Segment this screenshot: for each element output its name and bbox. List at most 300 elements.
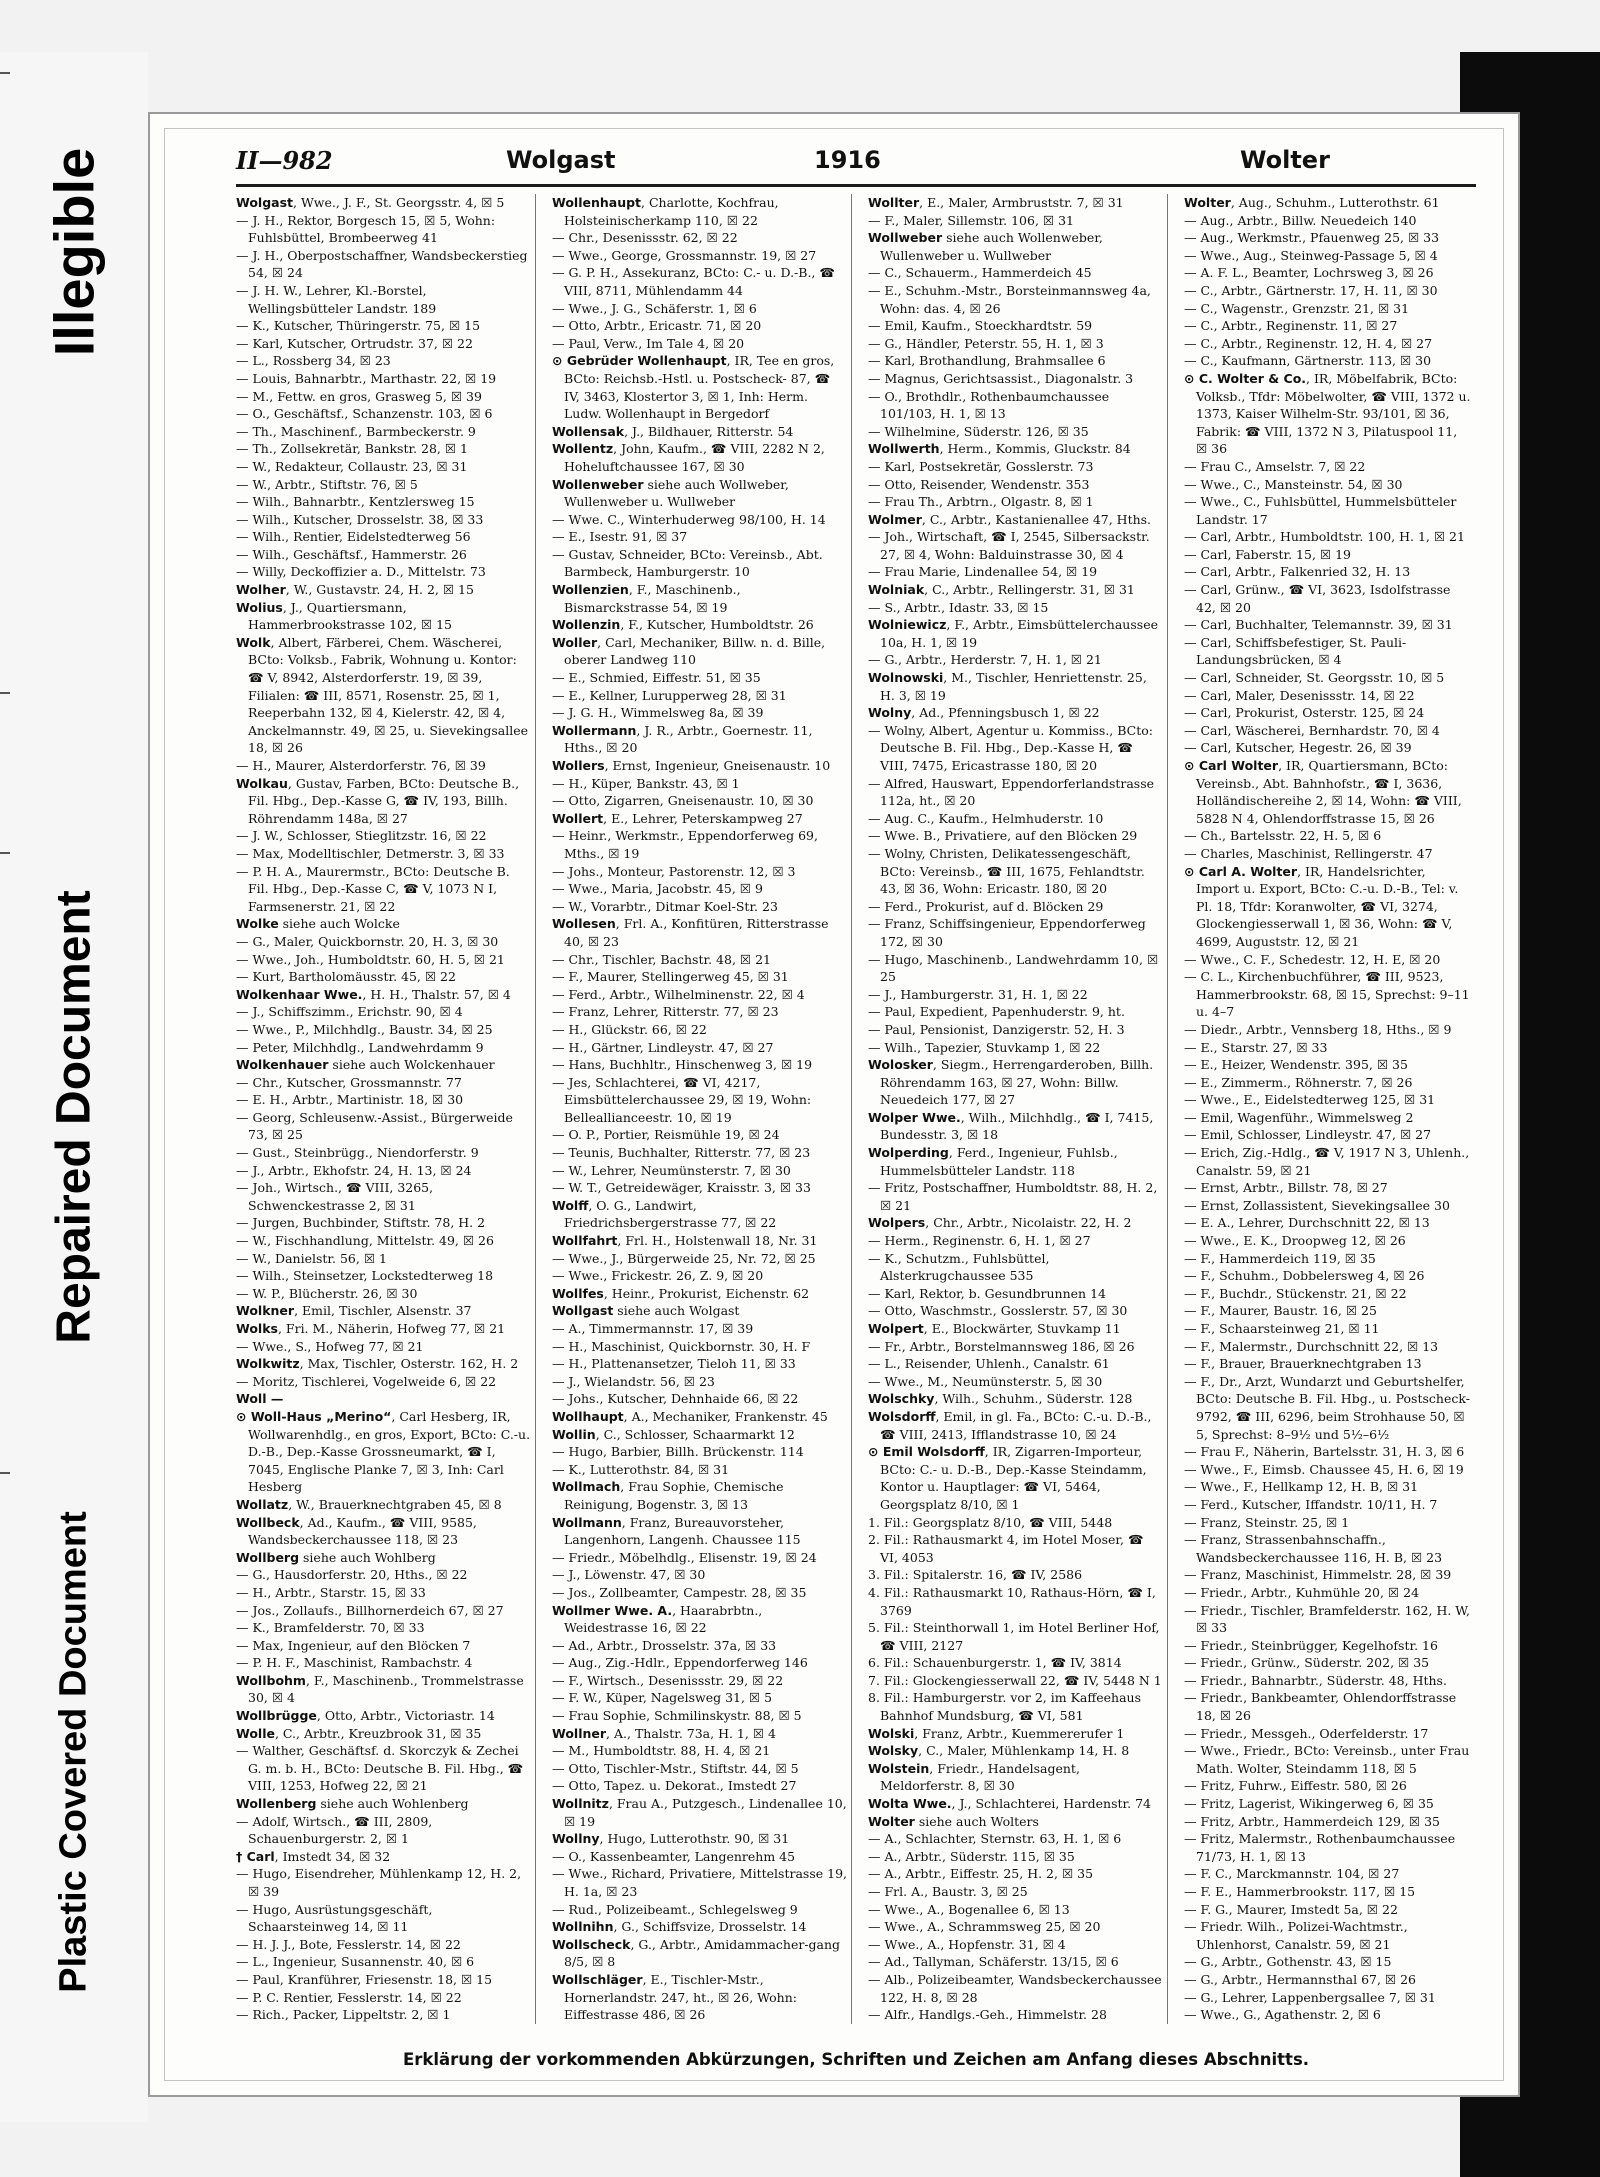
directory-entry: — Emil, Schlosser, Lindleystr. 47, ☒ 27 — [1184, 1127, 1432, 1143]
directory-entry: Wolter, Aug., Schuhm., Lutterothstr. 61 — [1184, 195, 1440, 210]
directory-entry: Wollnitz, Frau A., Putzgesch., Lindenallee 10, ☒ 19 — [552, 1796, 847, 1829]
directory-entry: — Gustav, Schneider, BCto: Vereinsb., Abt. Barmbeck, Hamburgerstr. 10 — [552, 546, 823, 580]
directory-entry: — Gust., Steinbrügg., Niendorferstr. 9 — [236, 1145, 479, 1161]
directory-entry: Wolperding, Ferd., Ingenieur, Fuhlsb., Hummelsbütteler Landstr. 118 — [868, 1145, 1118, 1178]
directory-entry: — Friedr., Bahnarbtr., Süderstr. 48, Hths. — [1184, 1672, 1447, 1688]
directory-entry: Wolstein, Friedr., Handelsagent, Meldorferstr. 8, ☒ 30 — [868, 1760, 1080, 1794]
directory-entry: — Rud., Polizeibeamt., Schlegelsweg 9 — [552, 1901, 798, 1917]
directory-entry: Wolmer, C., Arbtr., Kastanienallee 47, Hths. — [868, 511, 1152, 527]
directory-entry: — O., Kassenbeamter, Langenrehm 45 — [552, 1848, 796, 1864]
directory-entry: — F., Hammerdeich 119, ☒ 35 — [1184, 1250, 1376, 1266]
directory-entry: — Diedr., Arbtr., Vennsberg 18, Hths., ☒ 9 — [1184, 1021, 1452, 1037]
directory-entry: — Paul, Verw., Im Tale 4, ☒ 20 — [552, 335, 745, 351]
directory-entry: Wolsdorff, Emil, in gl. Fa., BCto: C.-u. D.-B., ☎ VIII, 2413, Ifflandstrasse 10, ☒ 24 — [868, 1408, 1152, 1442]
directory-entry: — Karl, Postsekretär, Gosslerstr. 73 — [868, 458, 1094, 474]
directory-entry: Wollermann, J. R., Arbtr., Goernestr. 11, Hths., ☒ 20 — [552, 722, 813, 756]
directory-entry: Wolpers, Chr., Arbtr., Nicolaistr. 22, H. 2 — [868, 1215, 1132, 1231]
directory-entry: — E., Heizer, Wendenstr. 395, ☒ 35 — [1184, 1057, 1408, 1073]
directory-entry: — Wwe., F., Eimsb. Chaussee 45, H. 6, ☒ 19 — [1184, 1461, 1464, 1477]
directory-entry: Wolter siehe auch Wolters — [868, 1813, 1039, 1829]
directory-entry: Wolle, C., Arbtr., Kreuzbrook 31, ☒ 35 — [236, 1725, 482, 1741]
directory-entry: Wolosker, Siegm., Herrengarderoben, Billh. Röhrendamm 163, ☒ 27, Wohn: Billw. Neuedeich 177, ☒ 27 — [868, 1057, 1154, 1108]
directory-entry: — H. J. J., Bote, Fesslerstr. 14, ☒ 22 — [236, 1936, 461, 1952]
directory-entry: — Wilhelmine, Süderstr. 126, ☒ 35 — [868, 423, 1089, 439]
directory-entry: Wolnowski, M., Tischler, Henriettenstr. 25, H. 3, ☒ 19 — [868, 670, 1147, 703]
directory-entry: — Friedr., Steinbrügger, Kegelhofstr. 16 — [1184, 1637, 1438, 1653]
directory-entry: — Alb., Polizeibeamter, Wandsbeckerchaussee 122, H. 8, ☒ 28 — [868, 1971, 1162, 2005]
directory-entry: — Wwe., C. F., Schedestr. 12, H. E, ☒ 20 — [1184, 951, 1441, 967]
directory-entry: — Wwe., A., Bogenallee 6, ☒ 13 — [868, 1901, 1070, 1917]
directory-entry: Wolk, Albert, Färberei, Chem. Wäscherei, BCto: Volksb., Fabrik, Wohnung u. Kontor: ☎ V, 8942, Alsterdorferstr. 19, ☒ 39, Filialen: ☎ III, 8571, Rosenstr. 25, ☒ 1, Reeperbahn 132, ☒ 4, Kielerstr. 42, ☒ 4, Anckelmannstr. 49, ☒ 25, u. Sievekingsallee 18, ☒ 26 — [236, 634, 529, 756]
directory-entry: — Frau Marie, Lindenallee 54, ☒ 19 — [868, 564, 1098, 580]
directory-entry: — A., Arbtr., Süderstr. 115, ☒ 35 — [868, 1848, 1075, 1864]
directory-entry: — Max, Modelltischler, Detmerstr. 3, ☒ 33 — [236, 845, 505, 861]
directory-entry: — J. W., Schlosser, Stieglitzstr. 16, ☒ 22 — [236, 828, 487, 844]
directory-entry: Wolski, Franz, Arbtr., Kuemmererufer 1 — [868, 1725, 1125, 1741]
directory-entry: — K., Lutterothstr. 84, ☒ 31 — [552, 1461, 730, 1477]
directory-entry: — P. H. A., Maurermstr., BCto: Deutsche B. Fil. Hbg., Dep.-Kasse C, ☎ V, 1073 N I, Farmsenerstr. 21, ☒ 22 — [236, 863, 510, 914]
strip-tick — [0, 1472, 10, 1474]
directory-entry: 6. Fil.: Schauenburgerstr. 1, ☎ IV, 3814 — [868, 1655, 1122, 1671]
directory-entry: Wollmach, Frau Sophie, Chemische Reinigung, Bogenstr. 3, ☒ 13 — [552, 1479, 784, 1512]
abbreviation-note: Erklärung der vorkommenden Abkürzungen, Schriften und Zeichen am Anfang dieses Abschnitts. — [402, 2050, 1310, 2069]
column-2 — [552, 194, 852, 2024]
directory-entry: Wollesen, Frl. A., Konfitüren, Ritterstrasse 40, ☒ 23 — [552, 916, 829, 949]
directory-entry: — Teunis, Buchhalter, Ritterstr. 77, ☒ 23 — [552, 1145, 811, 1161]
directory-entry: Wolke siehe auch Wolcke — [236, 916, 400, 932]
directory-entry: — G., Lehrer, Lappenbergsallee 7, ☒ 31 — [1184, 1989, 1436, 2005]
directory-entry: — G., Hausdorferstr. 20, Hths., ☒ 22 — [236, 1567, 468, 1583]
directory-entry: — F., Schuhm., Dobbelersweg 4, ☒ 26 — [1184, 1268, 1425, 1284]
directory-entry: — J., Schiffszimm., Erichstr. 90, ☒ 4 — [236, 1004, 463, 1020]
directory-entry: 8. Fil.: Hamburgerstr. vor 2, im Kaffeehaus Bahnhof Mundsburg, ☎ VI, 581 — [868, 1690, 1142, 1724]
directory-entry: — Frau Th., Arbtrn., Olgastr. 8, ☒ 1 — [868, 494, 1094, 510]
directory-entry: — J. H., Oberpostschaffner, Wandsbeckerstieg 54, ☒ 24 — [236, 247, 528, 281]
strip-tick — [0, 852, 10, 854]
directory-entry: — Aug. C., Kaufm., Helmhuderstr. 10 — [868, 810, 1104, 826]
directory-entry: — K., Schutzm., Fuhlsbüttel, Alsterkrugchaussee 535 — [868, 1250, 1050, 1284]
directory-entry: — C., Schauerm., Hammerdeich 45 — [868, 265, 1092, 281]
directory-entry: — J. H., Rektor, Borgesch 15, ☒ 5, Wohn: Fuhlsbüttel, Brombeerweg 41 — [236, 212, 496, 246]
directory-entry: — O. P., Portier, Reismühle 19, ☒ 24 — [552, 1127, 780, 1143]
directory-entry: — H., Maurer, Alsterdorferstr. 76, ☒ 39 — [236, 758, 486, 773]
page-number: II—982 — [236, 146, 333, 175]
directory-entry: — Hugo, Eisendreher, Mühlenkamp 12, H. 2, ☒ 39 — [236, 1866, 522, 1899]
directory-entry: — Wwe., A., Hopfenstr. 31, ☒ 4 — [868, 1936, 1066, 1952]
directory-entry: — Carl, Arbtr., Humboldtstr. 100, H. 1, ☒ 21 — [1184, 529, 1465, 545]
directory-entry: — C., Wagenstr., Grenzstr. 21, ☒ 31 — [1184, 300, 1410, 316]
directory-entry: — J. G. H., Wimmelsweg 8a, ☒ 39 — [552, 705, 764, 721]
directory-entry: — Louis, Bahnarbtr., Marthastr. 22, ☒ 19 — [236, 370, 497, 386]
directory-entry: — G., Arbtr., Herderstr. 7, H. 1, ☒ 21 — [868, 652, 1102, 668]
directory-entry: Woll — — [236, 1391, 284, 1407]
header-last-name: Wolter — [1240, 146, 1330, 174]
directory-entry: — Hugo, Maschinenb., Landwehrdamm 10, ☒ 25 — [868, 951, 1159, 985]
directory-entry: — Fritz, Fuhrw., Eiffestr. 580, ☒ 26 — [1184, 1778, 1407, 1794]
directory-entry: Wollfahrt, Frl. H., Holstenwall 18, Nr. 31 — [552, 1233, 818, 1249]
directory-entry: — Hugo, Barbier, Billh. Brückenstr. 114 — [552, 1444, 804, 1460]
directory-entry: Wolsky, C., Maler, Mühlenkamp 14, H. 8 — [868, 1743, 1130, 1759]
directory-entry: — Wwe. C., Winterhuderweg 98/100, H. 14 — [552, 511, 826, 527]
directory-entry: — A., Arbtr., Eiffestr. 25, H. 2, ☒ 35 — [868, 1866, 1094, 1882]
directory-entry: — Wwe., C., Mansteinstr. 54, ☒ 30 — [1184, 476, 1403, 492]
directory-entry: — Chr., Desenissstr. 62, ☒ 22 — [552, 230, 738, 246]
directory-entry: — C., Kaufmann, Gärtnerstr. 113, ☒ 30 — [1184, 353, 1432, 369]
directory-entry: — M., Humboldtstr. 88, H. 4, ☒ 21 — [552, 1743, 771, 1759]
directory-entry: — Jos., Zollaufs., Billhornerdeich 67, ☒ 27 — [236, 1602, 504, 1618]
directory-entry: — Frau F., Näherin, Bartelsstr. 31, H. 3, ☒ 6 — [1184, 1444, 1465, 1460]
directory-entry: — Friedr. Wilh., Polizei-Wachtmstr., Uhlenhorst, Canalstr. 59, ☒ 21 — [1184, 1919, 1408, 1952]
directory-entry: — Herm., Reginenstr. 6, H. 1, ☒ 27 — [868, 1233, 1091, 1249]
directory-entry: — Erich, Zig.-Hdlg., ☎ V, 1917 N 3, Uhlenh., Canalstr. 59, ☒ 21 — [1184, 1145, 1470, 1178]
directory-entry: — Carl, Schneider, St. Georgsstr. 10, ☒ 5 — [1184, 670, 1445, 686]
directory-entry: Wollenweber siehe auch Wollweber, Wullenweber u. Wullweber — [552, 476, 789, 510]
directory-entry: — Georg, Schleusenw.-Assist., Bürgerweide 73, ☒ 25 — [236, 1109, 513, 1143]
entry-columns — [236, 194, 1476, 2024]
directory-entry: — Alfr., Handlgs.-Geh., Himmelstr. 28 — [868, 2007, 1107, 2023]
directory-entry: Wollin, C., Schlosser, Schaarmarkt 12 — [552, 1426, 795, 1442]
directory-entry: — F. G., Maurer, Imstedt 5a, ☒ 22 — [1184, 1901, 1398, 1917]
directory-entry: — Carl, Kutscher, Hegestr. 26, ☒ 39 — [1184, 740, 1412, 756]
directory-entry: Wolny, Ad., Pfenningsbusch 1, ☒ 22 — [868, 705, 1100, 721]
directory-entry: — Chr., Tischler, Bachstr. 48, ☒ 21 — [552, 951, 771, 967]
directory-entry: — W., Fischhandlung, Mittelstr. 49, ☒ 26 — [236, 1233, 494, 1249]
directory-entry: — Friedr., Grünw., Süderstr. 202, ☒ 35 — [1184, 1655, 1430, 1671]
directory-entry: — Otto, Zigarren, Gneisenaustr. 10, ☒ 30 — [552, 793, 814, 809]
directory-entry: — Ferd., Prokurist, auf d. Blöcken 29 — [868, 898, 1104, 914]
directory-entry: — F., Malermstr., Durchschnitt 22, ☒ 13 — [1184, 1338, 1439, 1354]
directory-entry: — Otto, Reisender, Wendenstr. 353 — [868, 476, 1090, 492]
column-4 — [1184, 194, 1476, 2024]
directory-entry: — Emil, Kaufm., Stoeckhardtstr. 59 — [868, 318, 1093, 334]
directory-entry: — E. A., Lehrer, Durchschnitt 22, ☒ 13 — [1184, 1215, 1430, 1231]
directory-entry: — Alfred, Hauswart, Eppendorferlandstrasse 112a, ht., ☒ 20 — [868, 775, 1155, 809]
directory-entry: — Wwe., Joh., Humboldtstr. 60, H. 5, ☒ 21 — [236, 951, 505, 967]
directory-entry: — Fritz, Arbtr., Hammerdeich 129, ☒ 35 — [1184, 1813, 1440, 1829]
directory-entry: Wollwerth, Herm., Kommis, Gluckstr. 84 — [868, 441, 1131, 457]
directory-entry: — Wilh., Rentier, Eidelstedterweg 56 — [236, 529, 471, 545]
directory-entry: — F. C., Marckmannstr. 104, ☒ 27 — [1184, 1866, 1400, 1882]
directory-entry: — Carl, Grünw., ☎ VI, 3623, Isdolfstrasse 42, ☒ 20 — [1184, 582, 1451, 615]
directory-entry: Wolius, J., Quartiersmann, Hammerbrookstrasse 102, ☒ 15 — [236, 599, 452, 633]
directory-entry: Wollter, E., Maler, Armbruststr. 7, ☒ 31 — [868, 195, 1124, 210]
directory-entry: Wolpert, E., Blockwärter, Stuvkamp 11 — [868, 1321, 1121, 1336]
directory-entry: — Fritz, Malermstr., Rothenbaumchaussee 71/73, H. 1, ☒ 13 — [1184, 1831, 1456, 1864]
directory-entry: — Friedr., Messgeh., Oderfelderstr. 17 — [1184, 1725, 1429, 1741]
directory-entry: — Wwe., G., Agathenstr. 2, ☒ 6 — [1184, 2007, 1381, 2023]
directory-entry: — E., Zimmerm., Röhnerstr. 7, ☒ 26 — [1184, 1074, 1413, 1090]
directory-entry: — Wwe., J. G., Schäferstr. 1, ☒ 6 — [552, 300, 757, 316]
directory-entry: — Friedr., Tischler, Bramfelderstr. 162, H. W, ☒ 33 — [1184, 1602, 1470, 1636]
directory-entry: Wolta Wwe., J., Schlachterei, Hardenstr. 74 — [868, 1796, 1151, 1812]
directory-entry: Wollbeck, Ad., Kaufm., ☎ VIII, 9585, Wandsbeckerchaussee 118, ☒ 23 — [236, 1514, 477, 1548]
directory-entry: Wollhaupt, A., Mechaniker, Frankenstr. 45 — [552, 1408, 828, 1424]
directory-entry: — J., Arbtr., Ekhofstr. 24, H. 13, ☒ 24 — [236, 1162, 472, 1178]
directory-entry: Wolkwitz, Max, Tischler, Osterstr. 162, H. 2 — [236, 1356, 519, 1372]
directory-entry: — Wwe., George, Grossmannstr. 19, ☒ 27 — [552, 247, 817, 263]
directory-entry: — Ernst, Zollassistent, Sievekingsallee 30 — [1184, 1197, 1450, 1213]
directory-entry: — Wwe., C., Fuhlsbüttel, Hummelsbütteler Landstr. 17 — [1184, 494, 1457, 527]
directory-entry: Wollenhaupt, Charlotte, Kochfrau, Holsteinischerkamp 110, ☒ 22 — [552, 195, 779, 228]
directory-entry: — Wwe., J., Bürgerweide 25, Nr. 72, ☒ 25 — [552, 1250, 816, 1266]
directory-entry: Wolff, O. G., Landwirt, Friedrichsbergerstrasse 77, ☒ 22 — [552, 1197, 777, 1231]
directory-entry: — Jos., Zollbeamter, Campestr. 28, ☒ 35 — [552, 1584, 807, 1600]
directory-entry: — E., Kellner, Lurupperweg 28, ☒ 31 — [552, 687, 787, 703]
page-header — [236, 142, 1476, 187]
directory-entry: — Joh., Wirtsch., ☎ VIII, 3265, Schwenckestrasse 2, ☒ 31 — [236, 1180, 434, 1213]
directory-entry: — Johs., Kutscher, Dehnhaide 66, ☒ 22 — [552, 1391, 799, 1407]
directory-entry: — Frau C., Amselstr. 7, ☒ 22 — [1184, 458, 1366, 474]
directory-entry: — G. P. H., Assekuranz, BCto: C.- u. D.-B., ☎ VIII, 8711, Mühlendamm 44 — [552, 265, 835, 298]
directory-entry: — Wwe., P., Milchhdlg., Baustr. 34, ☒ 25 — [236, 1021, 493, 1037]
directory-entry: — Wwe., Aug., Steinweg-Passage 5, ☒ 4 — [1184, 247, 1438, 263]
directory-entry: Wolniewicz, F., Arbtr., Eimsbüttelerchaussee 10a, H. 1, ☒ 19 — [868, 617, 1158, 650]
directory-entry: — C. L., Kirchenbuchführer, ☎ III, 9523, Hammerbrookstr. 68, ☒ 15, Sprechst: 9–11 u. 4–7 — [1184, 969, 1470, 1020]
directory-entry: Wolkenhaar Wwe., H. H., Thalstr. 57, ☒ 4 — [236, 986, 511, 1002]
directory-entry: Wolks, Fri. M., Näherin, Hofweg 77, ☒ 21 — [236, 1321, 506, 1336]
directory-entry: — Willy, Deckoffizier a. D., Mittelstr. 73 — [236, 564, 486, 580]
directory-entry: — S., Arbtr., Idastr. 33, ☒ 15 — [868, 599, 1049, 615]
directory-entry: ⊙ Emil Wolsdorff, IR, Zigarren-Importeur, BCto: C.- u. D.-B., Dep.-Kasse Steindamm, Kontor u. Hauptlager: ☎ VI, 5464, Georgsplatz 8/10, ☒ 1 — [868, 1444, 1147, 1512]
directory-entry: Wollweber siehe auch Wollenweber, Wullenweber u. Wullweber — [868, 230, 1103, 263]
directory-entry: — F., Maler, Sillemstr. 106, ☒ 31 — [868, 212, 1074, 228]
directory-entry: — E., Starstr. 27, ☒ 33 — [1184, 1039, 1328, 1055]
directory-entry: ⊙ Carl Wolter, IR, Quartiersmann, BCto: Vereinsb., Abt. Bahnhofstr., ☎ I, 3636, Holländischereihe 2, ☒ 14, Wohn: ☎ VIII, 5828 N 4, Ohlendorffstrasse 15, ☒ 26 — [1184, 758, 1462, 826]
directory-entry: — E., Schmied, Eiffestr. 51, ☒ 35 — [552, 670, 761, 686]
directory-entry: — Franz, Strassenbahnschaffn., Wandsbeckerchaussee 116, H. B, ☒ 23 — [1184, 1532, 1443, 1565]
directory-entry: — Carl, Maler, Desenissstr. 14, ☒ 22 — [1184, 687, 1415, 703]
directory-entry: — Joh., Wirtschaft, ☎ I, 2545, Silbersackstr. 27, ☒ 4, Wohn: Balduinstrasse 30, ☒ 4 — [868, 529, 1150, 562]
directory-entry: — Chr., Kutscher, Grossmannstr. 77 — [236, 1074, 462, 1090]
directory-entry: — Karl, Rektor, b. Gesundbrunnen 14 — [868, 1285, 1106, 1301]
directory-entry: 2. Fil.: Rathausmarkt 4, im Hotel Moser, ☎ VI, 4053 — [868, 1532, 1144, 1565]
directory-entry: — M., Fettw. en gros, Grasweg 5, ☒ 39 — [236, 388, 482, 404]
directory-entry: — G., Maler, Quickbornstr. 20, H. 3, ☒ 30 — [236, 933, 499, 949]
directory-entry: Wollbohm, F., Maschinenb., Trommelstrasse 30, ☒ 4 — [236, 1672, 524, 1706]
directory-entry: — F., Maurer, Stellingerweg 45, ☒ 31 — [552, 969, 789, 985]
directory-entry: — W., Redakteur, Collaustr. 23, ☒ 31 — [236, 458, 468, 474]
directory-entry: Wollbrügge, Otto, Arbtr., Victoriastr. 14 — [236, 1708, 495, 1724]
directory-entry: — Aug., Werkmstr., Pfauenweg 25, ☒ 33 — [1184, 230, 1440, 246]
directory-entry: 7. Fil.: Glockengiesserwall 22, ☎ IV, 5448 N 1 — [868, 1672, 1162, 1688]
directory-entry: — F. W., Küper, Nagelsweg 31, ☒ 5 — [552, 1690, 773, 1706]
directory-entry: 5. Fil.: Steinthorwall 1, im Hotel Berliner Hof, ☎ VIII, 2127 — [868, 1620, 1160, 1653]
directory-entry: ⊙ C. Wolter & Co., IR, Möbelfabrik, BCto: Volksb., Tfdr: Möbelwolter, ☎ VIII, 1372 u. 1373, Kaiser Wilhelm-Str. 93/101, ☒ 36, Fabrik: ☎ VIII, 1372 N 3, Pilatuspool 11, ☒ 36 — [1184, 370, 1471, 457]
directory-entry: — O., Geschäftsf., Schanzenstr. 103, ☒ 6 — [236, 406, 493, 422]
directory-entry: — G., Händler, Peterstr. 55, H. 1, ☒ 3 — [868, 335, 1104, 351]
directory-entry: — L., Reisender, Uhlenh., Canalstr. 61 — [868, 1356, 1110, 1372]
directory-entry: — A., Timmermannstr. 17, ☒ 39 — [552, 1321, 754, 1336]
directory-entry: — F., Dr., Arzt, Wundarzt und Geburtshelfer, BCto: Deutsche B. Fil. Hbg., u. Postscheck- 9792, ☎ III, 6296, beim Strohhause 50, ☒ 5, Sprechst: 8–9½ und 5½–6½ — [1184, 1373, 1470, 1442]
directory-entry: — Frau Sophie, Schmilinskystr. 88, ☒ 5 — [552, 1708, 802, 1724]
directory-entry: Wollgast siehe auch Wolgast — [552, 1303, 740, 1319]
directory-entry: Woller, Carl, Mechaniker, Billw. n. d. Bille, oberer Landweg 110 — [552, 634, 826, 668]
directory-entry: — Friedr., Arbtr., Kuhmühle 20, ☒ 24 — [1184, 1584, 1420, 1600]
directory-entry: — Paul, Pensionist, Danzigerstr. 52, H. 3 — [868, 1021, 1125, 1037]
directory-entry: Wolschky, Wilh., Schuhm., Süderstr. 128 — [868, 1391, 1133, 1407]
directory-page — [148, 112, 1520, 2097]
directory-entry: — Franz, Maschinist, Himmelstr. 28, ☒ 39 — [1184, 1567, 1452, 1583]
directory-entry: — Wilh., Tapezier, Stuvkamp 1, ☒ 22 — [868, 1039, 1101, 1055]
directory-entry: — Wwe., E. K., Droopweg 12, ☒ 26 — [1184, 1233, 1406, 1249]
directory-entry: — Ch., Bartelsstr. 22, H. 5, ☒ 6 — [1184, 828, 1382, 844]
directory-entry: — Otto, Waschmstr., Gosslerstr. 57, ☒ 30 — [868, 1303, 1128, 1319]
directory-entry: — Wilh., Steinsetzer, Lockstedterweg 18 — [236, 1268, 494, 1284]
directory-entry: — Carl, Faberstr. 15, ☒ 19 — [1184, 546, 1351, 562]
directory-entry: — C., Arbtr., Reginenstr. 11, ☒ 27 — [1184, 318, 1398, 334]
directory-entry: Wollentz, John, Kaufm., ☎ VIII, 2282 N 2, Hoheluftchaussee 167, ☒ 30 — [552, 441, 825, 474]
header-first-name: Wolgast — [506, 146, 616, 174]
directory-entry: — Kurt, Bartholomäusstr. 45, ☒ 22 — [236, 969, 456, 985]
directory-entry: — E., Isestr. 91, ☒ 37 — [552, 529, 688, 545]
illegible-label: Illegible — [42, 147, 106, 357]
directory-entry: Wollers, Ernst, Ingenieur, Gneisenaustr. 10 — [552, 758, 831, 773]
directory-entry: — W., Danielstr. 56, ☒ 1 — [236, 1250, 387, 1266]
directory-entry: — Hans, Buchhltr., Hinschenweg 3, ☒ 19 — [552, 1057, 813, 1073]
directory-entry: — Heinr., Werkmstr., Eppendorferweg 69, Mths., ☒ 19 — [552, 828, 818, 861]
directory-entry: — E. H., Arbtr., Martinistr. 18, ☒ 30 — [236, 1092, 464, 1108]
directory-entry: — Charles, Maschinist, Rellingerstr. 47 — [1184, 845, 1433, 861]
directory-entry: — Johs., Monteur, Pastorenstr. 12, ☒ 3 — [552, 863, 796, 879]
directory-entry: — Emil, Wagenführ., Wimmelsweg 2 — [1184, 1109, 1414, 1125]
directory-entry: — C., Arbtr., Gärtnerstr. 17, H. 11, ☒ 30 — [1184, 282, 1438, 298]
column-1 — [236, 194, 536, 2024]
directory-entry: — Frl. A., Baustr. 3, ☒ 25 — [868, 1884, 1028, 1899]
directory-entry: Wolkau, Gustav, Farben, BCto: Deutsche B., Fil. Hbg., Dep.-Kasse G, ☎ IV, 193, Billh. Röhrendamm 148a, ☒ 27 — [236, 775, 520, 826]
strip-tick — [0, 72, 10, 74]
directory-entry: — J. H. W., Lehrer, Kl.-Borstel, Wellingsbütteler Landstr. 189 — [236, 282, 437, 316]
directory-entry: — Karl, Brothandlung, Brahmsallee 6 — [868, 353, 1106, 369]
directory-entry: — F., Brauer, Brauerknechtgraben 13 — [1184, 1356, 1422, 1372]
directory-entry: — J., Wielandstr. 56, ☒ 23 — [552, 1373, 715, 1389]
directory-entry: — Wwe., F., Hellkamp 12, H. B, ☒ 31 — [1184, 1479, 1419, 1495]
directory-entry: — E., Schuhm.-Mstr., Borsteinmannsweg 4a, Wohn: das. 4, ☒ 26 — [868, 282, 1151, 316]
directory-entry: — F., Maurer, Baustr. 16, ☒ 25 — [1184, 1303, 1377, 1319]
directory-entry: — Fritz, Postschaffner, Humboldtstr. 88, H. 2, ☒ 21 — [868, 1180, 1158, 1213]
directory-entry: Wollny, Hugo, Lutterothstr. 90, ☒ 31 — [552, 1831, 790, 1847]
directory-entry: — Wwe., A., Schrammsweg 25, ☒ 20 — [868, 1919, 1101, 1935]
directory-entry: Wollert, E., Lehrer, Peterskampweg 27 — [552, 810, 803, 826]
directory-entry: — K., Kutscher, Thüringerstr. 75, ☒ 15 — [236, 318, 481, 334]
directory-entry: — Carl, Arbtr., Falkenried 32, H. 13 — [1184, 564, 1411, 580]
directory-entry: — Karl, Kutscher, Ortrudstr. 37, ☒ 22 — [236, 335, 473, 351]
directory-entry: — Fritz, Lagerist, Wikingerweg 6, ☒ 35 — [1184, 1796, 1434, 1812]
directory-entry: — G., Arbtr., Gothenstr. 43, ☒ 15 — [1184, 1954, 1392, 1970]
directory-entry: — Jes, Schlachterei, ☎ VI, 4217, Eimsbüttelerchaussee 29, ☒ 19, Wohn: Belleallianceestr. 10, ☒ 19 — [552, 1074, 812, 1125]
directory-entry: — A. F. L., Beamter, Lochrsweg 3, ☒ 26 — [1184, 265, 1434, 281]
directory-entry: — H., Gärtner, Lindleystr. 47, ☒ 27 — [552, 1039, 774, 1055]
directory-entry: Wolher, W., Gustavstr. 24, H. 2, ☒ 15 — [236, 582, 474, 598]
directory-entry: — Franz, Lehrer, Ritterstr. 77, ☒ 23 — [552, 1004, 779, 1020]
header-year: 1916 — [814, 146, 881, 174]
directory-entry: Wolper Wwe., Wilh., Milchhdlg., ☎ I, 7415, Bundesstr. 3, ☒ 18 — [868, 1109, 1154, 1143]
directory-entry: — Wilh., Bahnarbtr., Kentzlersweg 15 — [236, 494, 475, 510]
directory-entry: Wollberg siehe auch Wohlberg — [236, 1549, 436, 1565]
directory-entry: — Wwe. B., Privatiere, auf den Blöcken 29 — [868, 828, 1138, 844]
directory-entry: — Franz, Steinstr. 25, ☒ 1 — [1184, 1514, 1350, 1530]
directory-entry: — Wolny, Albert, Agentur u. Kommiss., BCto: Deutsche B. Fil. Hbg., Dep.-Kasse H, ☎ VIII, 7475, Ericastrasse 180, ☒ 20 — [868, 722, 1153, 773]
directory-entry: — G., Arbtr., Hermannsthal 67, ☒ 26 — [1184, 1971, 1417, 1987]
directory-entry: — W., Lehrer, Neumünsterstr. 7, ☒ 30 — [552, 1162, 791, 1178]
directory-entry: — J., Löwenstr. 47, ☒ 30 — [552, 1567, 706, 1583]
directory-entry: ⊙ Woll-Haus „Merino“, Carl Hesberg, IR, Wollwarenhdlg., en gros, Export, BCto: C.-u. D.-B., Dep.-Kasse Grossneumarkt, ☎ I, 7045, Englische Planke 7, ☒ 3, Inh: Carl Hesberg — [236, 1408, 531, 1495]
directory-entry: Wollner, A., Thalstr. 73a, H. 1, ☒ 4 — [552, 1725, 776, 1741]
directory-entry: — Ferd., Kutscher, Iffandstr. 10/11, H. 7 — [1184, 1496, 1438, 1512]
directory-entry: — Wwe., S., Hofweg 77, ☒ 21 — [236, 1338, 424, 1354]
directory-entry: — Friedr., Möbelhdlg., Elisenstr. 19, ☒ 24 — [552, 1549, 817, 1565]
directory-entry: — K., Bramfelderstr. 70, ☒ 33 — [236, 1620, 425, 1636]
directory-entry: — P. H. F., Maschinist, Rambachstr. 4 — [236, 1655, 473, 1671]
directory-entry: — C., Arbtr., Reginenstr. 12, H. 4, ☒ 27 — [1184, 335, 1433, 351]
directory-entry: — Wilh., Kutscher, Drosselstr. 38, ☒ 33 — [236, 511, 484, 527]
directory-entry: Wollensak, J., Bildhauer, Ritterstr. 54 — [552, 423, 794, 439]
directory-entry: — Paul, Kranführer, Friesenstr. 18, ☒ 15 — [236, 1971, 493, 1987]
directory-entry: — W., Vorarbtr., Ditmar Koel-Str. 23 — [552, 898, 778, 914]
directory-entry: Wollfes, Heinr., Prokurist, Eichenstr. 62 — [552, 1285, 810, 1301]
directory-entry: — Ernst, Arbtr., Billstr. 78, ☒ 27 — [1184, 1180, 1388, 1196]
directory-entry: — L., Rossberg 34, ☒ 23 — [236, 353, 391, 369]
directory-entry: — Ad., Arbtr., Drosselstr. 37a, ☒ 33 — [552, 1637, 777, 1653]
directory-entry: ⊙ Carl A. Wolter, IR, Handelsrichter, Import u. Export, BCto: C.-u. D.-B., Tel: v. Pl. 18, Tfdr: Koranwolter, ☎ VI, 3274, Glockengiesserwall 1, ☒ 36, Wohn: ☎ V, 4699, Auguststr. 12, ☒ 21 — [1184, 863, 1459, 949]
directory-entry: † Carl, Imstedt 34, ☒ 32 — [236, 1848, 391, 1864]
directory-entry: — H., Maschinist, Quickbornstr. 30, H. F — [552, 1338, 811, 1354]
directory-entry: — Th., Zollsekretär, Bankstr. 28, ☒ 1 — [236, 441, 469, 457]
directory-entry: — O., Brothdlr., Rothenbaumchaussee 101/103, H. 1, ☒ 13 — [868, 388, 1110, 422]
directory-entry: Wollatz, W., Brauerknechtgraben 45, ☒ 8 — [236, 1496, 502, 1512]
directory-entry: — W., Arbtr., Stiftstr. 76, ☒ 5 — [236, 476, 418, 492]
plastic-covered-label: Plastic Covered Document — [52, 1511, 95, 1993]
directory-entry: Wollenzin, F., Kutscher, Humboldtstr. 26 — [552, 617, 814, 633]
directory-entry: — A., Schlachter, Sternstr. 63, H. 1, ☒ 6 — [868, 1831, 1122, 1847]
directory-entry: — Rich., Packer, Lippeltstr. 2, ☒ 1 — [236, 2007, 451, 2023]
directory-entry: — Carl, Wäscherei, Bernhardstr. 70, ☒ 4 — [1184, 722, 1440, 738]
directory-entry: Wollenzien, F., Maschinenb., Bismarckstrasse 54, ☒ 19 — [552, 582, 741, 615]
directory-entry: — Wolny, Christen, Delikatessengeschäft, BCto: Vereinsb., ☎ III, 1675, Fehlandtstr. 43, ☒ 36, Wohn: Ericastr. 180, ☒ 20 — [868, 845, 1145, 897]
directory-entry: — Wwe., Friedr., BCto: Vereinsb., unter Frau Math. Wolter, Steindamm 118, ☒ 5 — [1184, 1743, 1470, 1776]
directory-entry: — Max, Ingenieur, auf den Blöcken 7 — [236, 1637, 471, 1653]
directory-entry: Wollenberg siehe auch Wohlenberg — [236, 1796, 469, 1812]
directory-entry: — Fr., Arbtr., Borstelmannsweg 186, ☒ 26 — [868, 1338, 1135, 1354]
directory-entry: Wollscheck, G., Arbtr., Amidammacher-gang 8/5, ☒ 8 — [552, 1936, 841, 1970]
directory-entry: — Otto, Arbtr., Ericastr. 71, ☒ 20 — [552, 318, 762, 334]
directory-entry: — Carl, Prokurist, Osterstr. 125, ☒ 24 — [1184, 705, 1425, 721]
directory-entry: Wolniak, C., Arbtr., Rellingerstr. 31, ☒ 31 — [868, 582, 1135, 598]
directory-entry: — Ad., Tallyman, Schäferstr. 13/15, ☒ 6 — [868, 1954, 1119, 1970]
directory-entry: — F., Schaarsteinweg 21, ☒ 11 — [1184, 1321, 1380, 1336]
directory-entry: — Wwe., Maria, Jacobstr. 45, ☒ 9 — [552, 881, 763, 897]
directory-entry: — Wwe., M., Neumünsterstr. 5, ☒ 30 — [868, 1373, 1103, 1389]
directory-entry: — Paul, Expedient, Papenhuderstr. 9, ht. — [868, 1004, 1125, 1020]
directory-entry: — L., Ingenieur, Susannenstr. 40, ☒ 6 — [236, 1954, 475, 1970]
directory-entry: — W. T., Getreidewäger, Kraisstr. 3, ☒ 33 — [552, 1180, 811, 1196]
directory-entry: — H., Plattenansetzer, Tieloh 11, ☒ 33 — [552, 1356, 796, 1372]
directory-entry: — Th., Maschinenf., Barmbeckerstr. 9 — [236, 423, 476, 439]
directory-entry: — F., Buchdr., Stückenstr. 21, ☒ 22 — [1184, 1285, 1407, 1301]
directory-entry: — Carl, Buchhalter, Telemannstr. 39, ☒ 31 — [1184, 617, 1453, 633]
directory-entry: Wollschläger, E., Tischler-Mstr., Hornerlandstr. 247, ht., ☒ 26, Wohn: Eiffestrasse 486, ☒ 26 — [552, 1971, 797, 2023]
directory-entry: Wollmer Wwe. A., Haarabrbtn., Weidestrasse 16, ☒ 22 — [552, 1602, 763, 1636]
directory-entry: — Wwe., E., Eidelstedterweg 125, ☒ 31 — [1184, 1092, 1436, 1108]
directory-entry: 3. Fil.: Spitalerstr. 16, ☎ IV, 2586 — [868, 1567, 1083, 1583]
directory-entry: 1. Fil.: Georgsplatz 8/10, ☎ VIII, 5448 — [868, 1514, 1113, 1530]
directory-entry: Wollmann, Franz, Bureauvorsteher, Langenhorn, Langenh. Chaussee 115 — [552, 1514, 801, 1548]
directory-entry: — Ferd., Arbtr., Wilhelminenstr. 22, ☒ 4 — [552, 986, 805, 1002]
directory-entry: — Aug., Arbtr., Billw. Neuedeich 140 — [1184, 212, 1417, 228]
directory-entry: — Adolf, Wirtsch., ☎ III, 2809, Schauenburgerstr. 2, ☒ 1 — [236, 1813, 433, 1847]
directory-entry: — Jurgen, Buchbinder, Stiftstr. 78, H. 2 — [236, 1215, 486, 1231]
directory-entry: — P. C. Rentier, Fesslerstr. 14, ☒ 22 — [236, 1989, 462, 2005]
directory-entry: Wolgast, Wwe., J. F., St. Georgsstr. 4, ☒ 5 — [236, 195, 505, 210]
